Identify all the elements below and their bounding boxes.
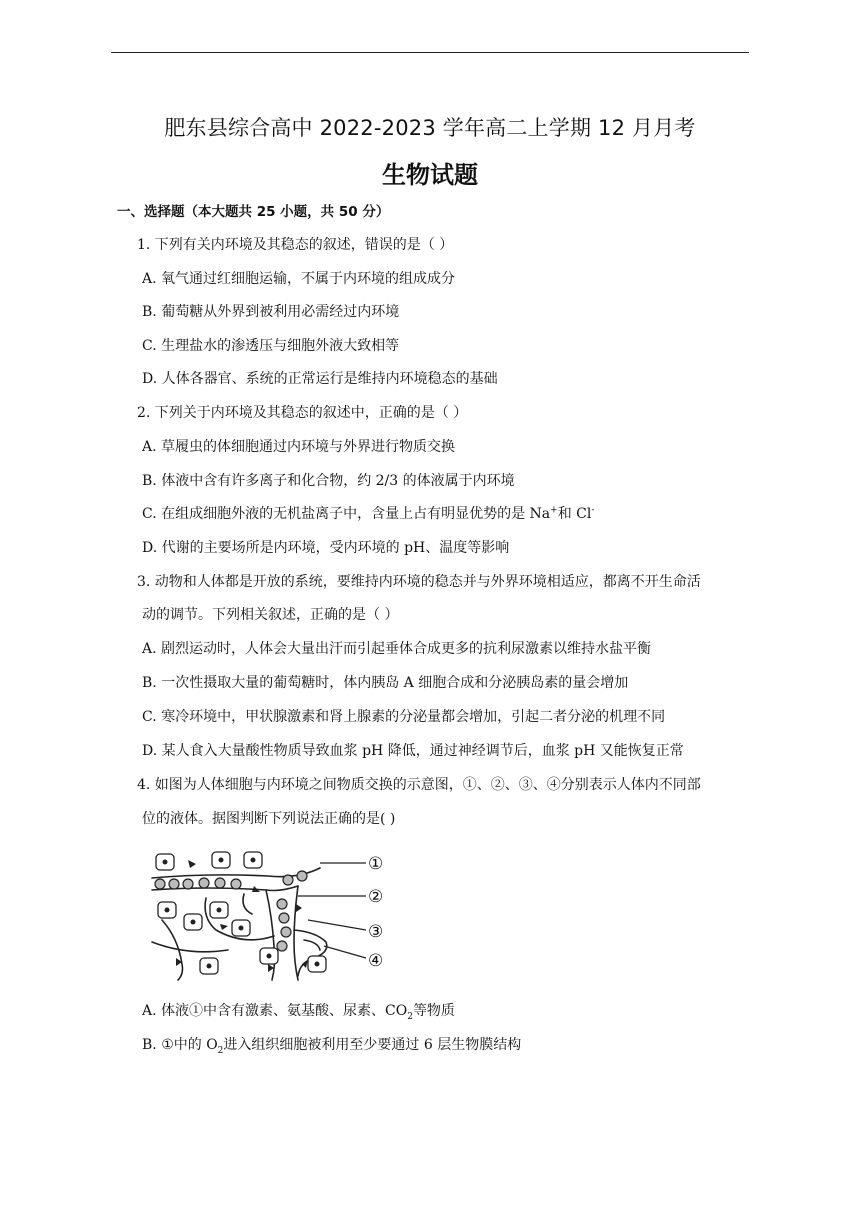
question-1-stem: 1. 下列有关内环境及其稳态的叙述，错误的是（ ） — [137, 237, 454, 253]
q1-option-b: B. 葡萄糖从外界到被利用必需经过内环境 — [142, 304, 400, 320]
question-3-stem-line1: 3. 动物和人体都是开放的系统，要维持内环境的稳态并与外界环境相适应，都离不开生命活 — [137, 574, 701, 590]
section-heading: 一、选择题（本大题共 25 小题，共 50 分） — [117, 204, 390, 220]
sodium-charge: + — [550, 505, 558, 516]
q3-option-c: C. 寒冷环境中，甲状腺激素和肾上腺素的分泌量都会增加，引起二者分泌的机理不同 — [142, 709, 666, 725]
question-2-stem: 2. 下列关于内环境及其稳态的叙述中，正确的是（ ） — [137, 405, 468, 421]
question-3-stem-line2: 动的调节。下列相关叙述，正确的是（ ） — [142, 607, 399, 623]
q2-option-c-text: C. 在组成细胞外液的无机盐离子中，含量上占有明显优势的是 Na — [142, 506, 551, 522]
tissue-cells — [156, 852, 326, 974]
q1-option-a: A. 氧气通过红细胞运输，不属于内环境的组成成分 — [142, 271, 456, 287]
exam-subtitle: 生物试题 — [382, 161, 478, 189]
label-leader-lines — [298, 863, 366, 958]
figure-label-3: ③ — [368, 922, 384, 942]
q2-option-c — [142, 504, 594, 524]
q4-option-a — [142, 1001, 455, 1021]
figure-label-2: ② — [368, 887, 384, 907]
figure-label-4: ④ — [368, 951, 384, 971]
chloride-charge: - — [591, 505, 595, 516]
tissue-fluid-exchange-diagram — [148, 846, 394, 982]
q4-option-b — [142, 1035, 521, 1055]
q4-option-b-text: B. ①中的 O — [142, 1037, 218, 1053]
q2-option-c-chloride: 和 Cl — [557, 506, 592, 522]
q4-option-a-text: A. 体液①中含有激素、氨基酸、尿素、CO — [142, 1003, 408, 1019]
co2-subscript: 2 — [407, 1011, 413, 1022]
question-4-stem-line2: 位的液体。据图判断下列说法正确的是( ) — [142, 811, 396, 827]
q2-option-a: A. 草履虫的体细胞通过内环境与外界进行物质交换 — [142, 439, 456, 455]
q4-option-a-tail: 等物质 — [412, 1003, 455, 1019]
q1-option-d: D. 人体各器官、系统的正常运行是维持内环境稳态的基础 — [142, 371, 498, 387]
figure-label-1: ① — [368, 854, 384, 874]
question-4-stem-line1: 4. 如图为人体细胞与内环境之间物质交换的示意图，①、②、③、④分别表示人体内不同部 — [137, 777, 701, 793]
q3-option-d: D. 某人食入大量酸性物质导致血浆 pH 降低，通过神经调节后，血浆 pH 又能恢复正常 — [142, 743, 684, 759]
q2-option-b: B. 体液中含有许多离子和化合物，约 2/3 的体液属于内环境 — [142, 473, 515, 489]
q4-option-b-tail: 进入组织细胞被利用至少要通过 6 层生物膜结构 — [223, 1037, 522, 1053]
o2-subscript: 2 — [217, 1045, 224, 1056]
figure-labels — [368, 854, 383, 971]
header-rule — [111, 52, 749, 53]
blood-cells — [155, 871, 307, 951]
q1-option-c: C. 生理盐水的渗透压与细胞外液大致相等 — [142, 338, 400, 354]
exam-title: 肥东县综合高中 2022-2023 学年高二上学期 12 月月考 — [164, 116, 696, 140]
q3-option-b: B. 一次性摄取大量的葡萄糖时，体内胰岛 A 细胞合成和分泌胰岛素的量会增加 — [142, 675, 629, 691]
q2-option-d: D. 代谢的主要场所是内环境，受内环境的 pH、温度等影响 — [142, 540, 510, 556]
q3-option-a: A. 剧烈运动时，人体会大量出汗而引起垂体合成更多的抗利尿激素以维持水盐平衡 — [142, 641, 652, 657]
